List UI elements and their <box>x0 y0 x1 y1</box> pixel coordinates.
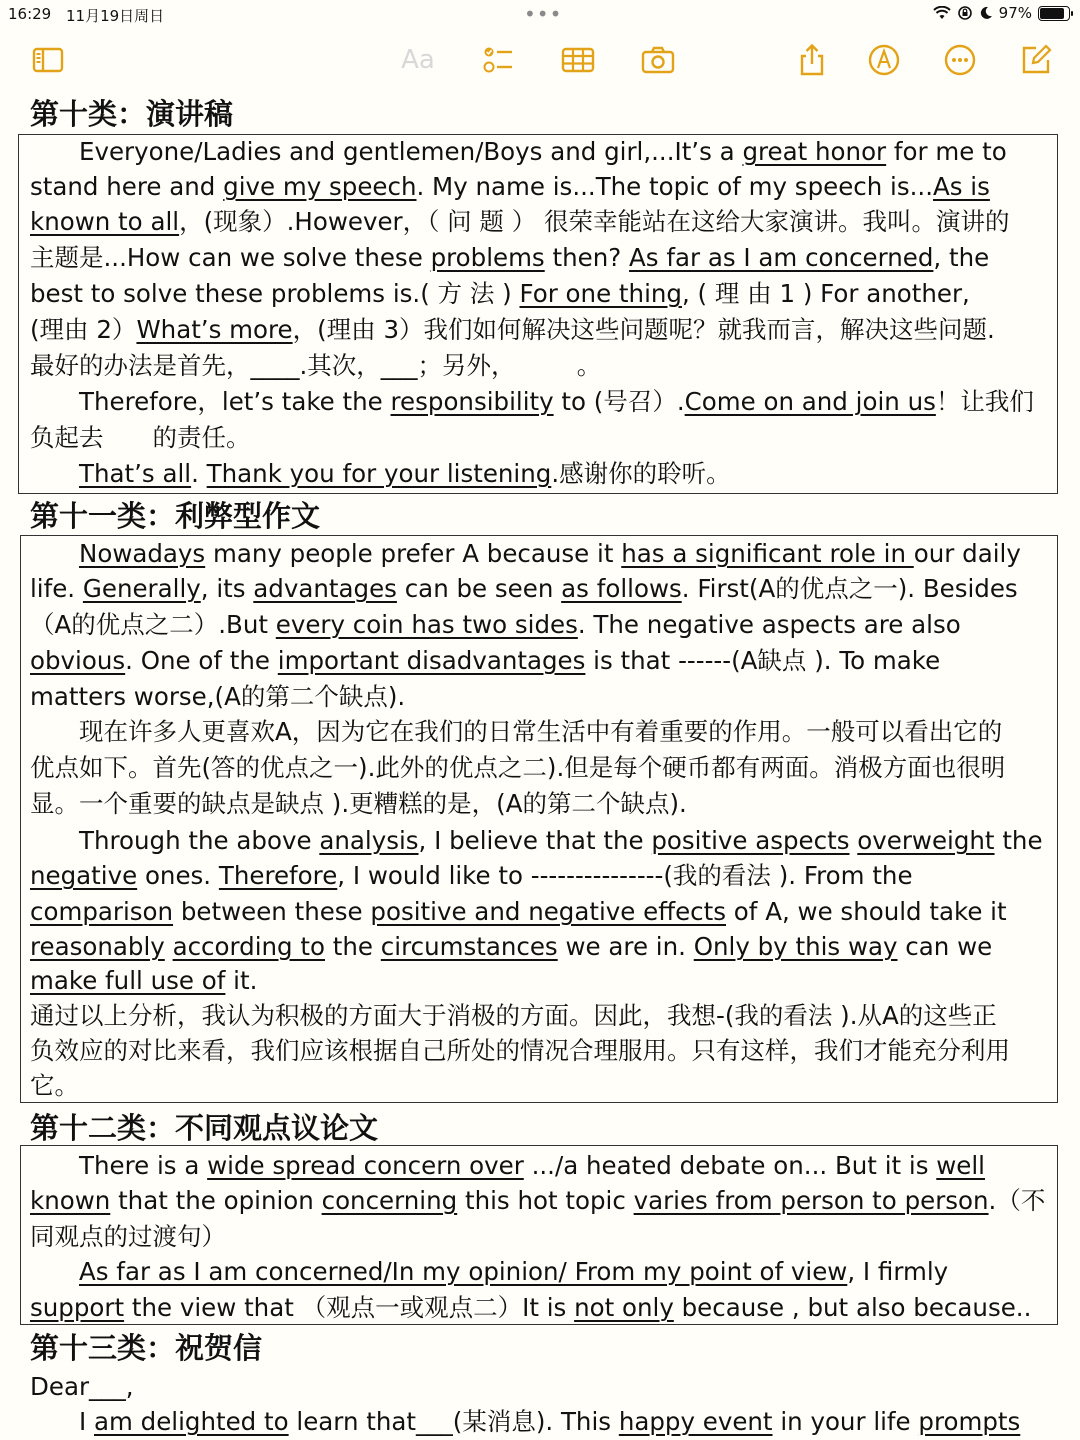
text-run: . <box>191 459 207 488</box>
checklist-icon[interactable] <box>478 40 518 80</box>
note-text-line <box>30 207 1010 237</box>
text-run: to (号召）. <box>553 387 685 416</box>
status-bar <box>0 0 1080 30</box>
text-run: ones. <box>137 861 219 890</box>
note-text-line <box>30 610 961 640</box>
underlined-phrase: That’s all <box>79 459 192 488</box>
text-format-button[interactable] <box>398 40 438 80</box>
note-text-line <box>30 897 1007 927</box>
text-run: Through the above <box>30 826 320 855</box>
note-text-line <box>30 172 990 202</box>
note-text-line <box>30 1407 1020 1437</box>
underlined-phrase: Come on and join us <box>684 387 936 416</box>
note-text-line <box>30 1036 1010 1066</box>
text-run: , I firmly <box>847 1257 949 1286</box>
text-run: I <box>30 1407 95 1436</box>
underlined-phrase: Generally <box>82 574 201 603</box>
table-icon[interactable] <box>558 40 598 80</box>
text-run: , its <box>200 574 254 603</box>
text-run: can we <box>897 932 993 961</box>
underlined-phrase: known <box>30 1186 111 1215</box>
underlined-phrase: responsibility <box>390 387 554 416</box>
note-text-line <box>30 1222 226 1252</box>
text-run: learn that___(某消息). This <box>288 1407 619 1436</box>
note-text-line <box>30 243 989 273</box>
underlined-phrase: as follows <box>561 574 682 603</box>
battery-icon <box>1038 6 1070 21</box>
text-run: ，(现象）.However，（ 问 题 ） 很荣幸能站在这给大家演讲。我叫。演讲的 <box>179 207 1010 236</box>
underlined-phrase: Only by this way <box>693 932 898 961</box>
note-text-line <box>30 1372 134 1402</box>
section-title-congrats-letter: 第十三类：祝贺信 <box>30 1331 263 1365</box>
underlined-phrase: negative <box>30 861 138 890</box>
note-text-line <box>30 1257 948 1287</box>
compose-note-icon[interactable] <box>1016 40 1056 80</box>
underlined-phrase: am delighted to <box>94 1407 289 1436</box>
text-run: we are in. <box>557 932 694 961</box>
text-run: . First(A的优点之一). Besides <box>681 574 1018 603</box>
underlined-phrase: What’s more <box>136 315 293 344</box>
note-text-line <box>30 1293 1031 1323</box>
note-text-line <box>30 539 1021 569</box>
note-text-line <box>30 682 405 712</box>
text-run: for me to <box>886 137 1007 166</box>
section-title-speech: 第十类：演讲稿 <box>30 97 234 131</box>
text-run: Everyone/Ladies and gentlemen/Boys and girl,...It’s a <box>30 137 743 166</box>
text-run: 显。一个重要的缺点是缺点 ).更糟糕的是，(A的第二个缺点). <box>30 789 687 818</box>
text-run: 通过以上分析，我认为积极的方面大于消极的方面。因此，我想-(我的看法 ).从A的这些正 <box>30 1001 997 1030</box>
text-run: . My name is...The topic of my speech is... <box>416 172 933 201</box>
underlined-phrase: reasonably <box>30 932 165 961</box>
screen-lock-icon <box>957 5 973 21</box>
more-options-icon[interactable] <box>940 40 980 80</box>
underlined-phrase: give my speech <box>223 172 417 201</box>
text-run: 优点如下。首先(答的优点之一).此外的优点之二).但是每个硬币都有两面。消极方面也很明 <box>30 753 1006 782</box>
text-run: （A的优点之二）.But <box>30 610 276 639</box>
text-run: . The negative aspects are also <box>577 610 961 639</box>
note-text-line <box>30 861 913 891</box>
notes-toolbar <box>0 40 1080 84</box>
text-run: , the <box>933 243 990 272</box>
text-run: stand here and <box>30 172 224 201</box>
text-run: ，(理由 3）我们如何解决这些问题呢？就我而言，解决这些问题. <box>292 315 995 344</box>
note-text-line <box>30 423 251 453</box>
underlined-phrase: advantages <box>253 574 397 603</box>
text-run: .../a heated debate on... But it is <box>523 1151 937 1180</box>
note-text-line <box>30 966 257 996</box>
markup-pen-icon[interactable] <box>864 40 904 80</box>
underlined-phrase: analysis <box>319 826 419 855</box>
underlined-phrase: obvious <box>30 646 126 675</box>
text-run: 同观点的过渡句） <box>30 1222 226 1251</box>
multitask-dots-icon[interactable]: ••• <box>524 2 563 26</box>
text-run: many people prefer A because it <box>205 539 622 568</box>
note-text-line <box>30 717 1002 747</box>
text-run: the <box>994 826 1043 855</box>
text-run: it. <box>225 966 258 995</box>
text-run: , ( 理 由 1 ) For another, <box>681 279 970 308</box>
text-run <box>165 932 173 961</box>
text-run: ！让我们 <box>935 387 1034 416</box>
underlined-phrase: well <box>936 1151 985 1180</box>
share-icon[interactable] <box>792 40 832 80</box>
text-run: .（不 <box>988 1186 1046 1215</box>
text-run: then? <box>544 243 630 272</box>
underlined-phrase: circumstances <box>380 932 558 961</box>
underlined-phrase: great honor <box>742 137 887 166</box>
underlined-phrase: varies from person to person <box>633 1186 989 1215</box>
underlined-phrase: Nowadays <box>79 539 206 568</box>
text-run <box>30 459 79 488</box>
note-text-line <box>30 351 601 381</box>
text-run: in your life <box>772 1407 919 1436</box>
underlined-phrase: not only <box>574 1293 674 1322</box>
text-run: There is a <box>30 1151 208 1180</box>
text-run: of A, we should take it <box>726 897 1007 926</box>
underlined-phrase: positive and negative effects <box>370 897 726 926</box>
text-run: that the opinion <box>110 1186 322 1215</box>
note-text-line <box>30 932 992 962</box>
text-run: . One of the <box>125 646 278 675</box>
camera-icon[interactable] <box>638 40 678 80</box>
underlined-phrase: positive aspects <box>651 826 850 855</box>
status-indicators <box>933 4 1070 22</box>
underlined-phrase: Therefore <box>218 861 338 890</box>
text-run: our daily <box>913 539 1021 568</box>
text-run: life. <box>30 574 83 603</box>
text-run: between these <box>173 897 371 926</box>
text-run: best to solve these problems is.( 方 法 ) <box>30 279 520 308</box>
underlined-phrase: As far as I am concerned <box>629 243 934 272</box>
text-format-label: Aa <box>401 45 435 75</box>
note-text-line <box>30 387 1034 417</box>
note-text-line <box>30 1186 1045 1216</box>
note-text-line <box>30 315 995 345</box>
text-run <box>30 1257 79 1286</box>
note-text-line <box>30 1151 985 1181</box>
section-title-opinions: 第十二类：不同观点议论文 <box>30 1111 379 1145</box>
text-run <box>30 539 79 568</box>
underlined-phrase: For one thing <box>519 279 682 308</box>
section-title-pros-cons: 第十一类：利弊型作文 <box>30 499 321 533</box>
text-run: is that ------(A缺点 ). To make <box>585 646 941 675</box>
text-run: 它。 <box>30 1071 79 1100</box>
text-run: 最好的办法是首先，____.其次，___；另外， 。 <box>30 351 602 380</box>
text-run: Therefore，let’s take the <box>30 387 391 416</box>
text-run: .感谢你的聆听。 <box>551 459 731 488</box>
status-time: 16:29 <box>8 5 52 23</box>
text-run: the <box>325 932 381 961</box>
text-run: (理由 2） <box>30 315 137 344</box>
status-date: 11月19日周日 <box>66 7 165 25</box>
underlined-phrase: Thank you for your listening <box>206 459 552 488</box>
text-run: 主题是...How can we solve these <box>30 243 431 272</box>
underlined-phrase: known to all <box>30 207 180 236</box>
underlined-phrase: make full use of <box>30 966 226 995</box>
note-text-line <box>30 137 1007 167</box>
wifi-icon <box>933 6 951 20</box>
underlined-phrase: overweight <box>857 826 995 855</box>
underlined-phrase: happy event <box>618 1407 773 1436</box>
note-text-line <box>30 459 731 489</box>
text-run: 现在许多人更喜欢A，因为它在我们的日常生活中有着重要的作用。一般可以看出它的 <box>30 717 1003 746</box>
note-text-line <box>30 279 970 309</box>
underlined-phrase: concerning <box>321 1186 458 1215</box>
underlined-phrase: wide spread concern over <box>207 1151 524 1180</box>
underlined-phrase: support <box>30 1293 125 1322</box>
underlined-phrase: important disadvantages <box>277 646 586 675</box>
text-run: because , but also because.. <box>673 1293 1032 1322</box>
underlined-phrase: prompts <box>918 1407 1021 1436</box>
text-run: 负起去 的责任。 <box>30 423 251 452</box>
text-run: Dear___, <box>30 1372 134 1401</box>
note-text-line <box>30 1071 79 1101</box>
text-run: this hot topic <box>457 1186 634 1215</box>
underlined-phrase: As is <box>933 172 990 201</box>
text-run: can be seen <box>396 574 562 603</box>
moon-icon <box>979 6 993 20</box>
underlined-phrase: problems <box>430 243 545 272</box>
text-run: , I would like to ---------------(我的看法 ). From the <box>337 861 913 890</box>
note-text-line <box>30 574 1018 604</box>
text-run: , I believe that the <box>418 826 652 855</box>
battery-percent: 97% <box>998 4 1032 22</box>
underlined-phrase: comparison <box>30 897 174 926</box>
note-text-line <box>30 789 687 819</box>
note-text-line <box>30 826 1043 856</box>
text-run: 负效应的对比来看，我们应该根据自己所处的情况合理服用。只有这样，我们才能充分利用 <box>30 1036 1010 1065</box>
sidebar-toggle-icon[interactable] <box>28 40 68 80</box>
text-run: the view that （观点一或观点二）It is <box>124 1293 575 1322</box>
underlined-phrase: according to <box>172 932 325 961</box>
underlined-phrase: As far as I am concerned/In my opinion/ From my point of view <box>79 1257 848 1286</box>
underlined-phrase: every coin has two sides <box>275 610 578 639</box>
note-text-line <box>30 1001 997 1031</box>
note-text-line <box>30 646 940 676</box>
text-run: matters worse,(A的第二个缺点). <box>30 682 406 711</box>
underlined-phrase: has a significant role in <box>621 539 914 568</box>
note-text-line <box>30 753 1005 783</box>
